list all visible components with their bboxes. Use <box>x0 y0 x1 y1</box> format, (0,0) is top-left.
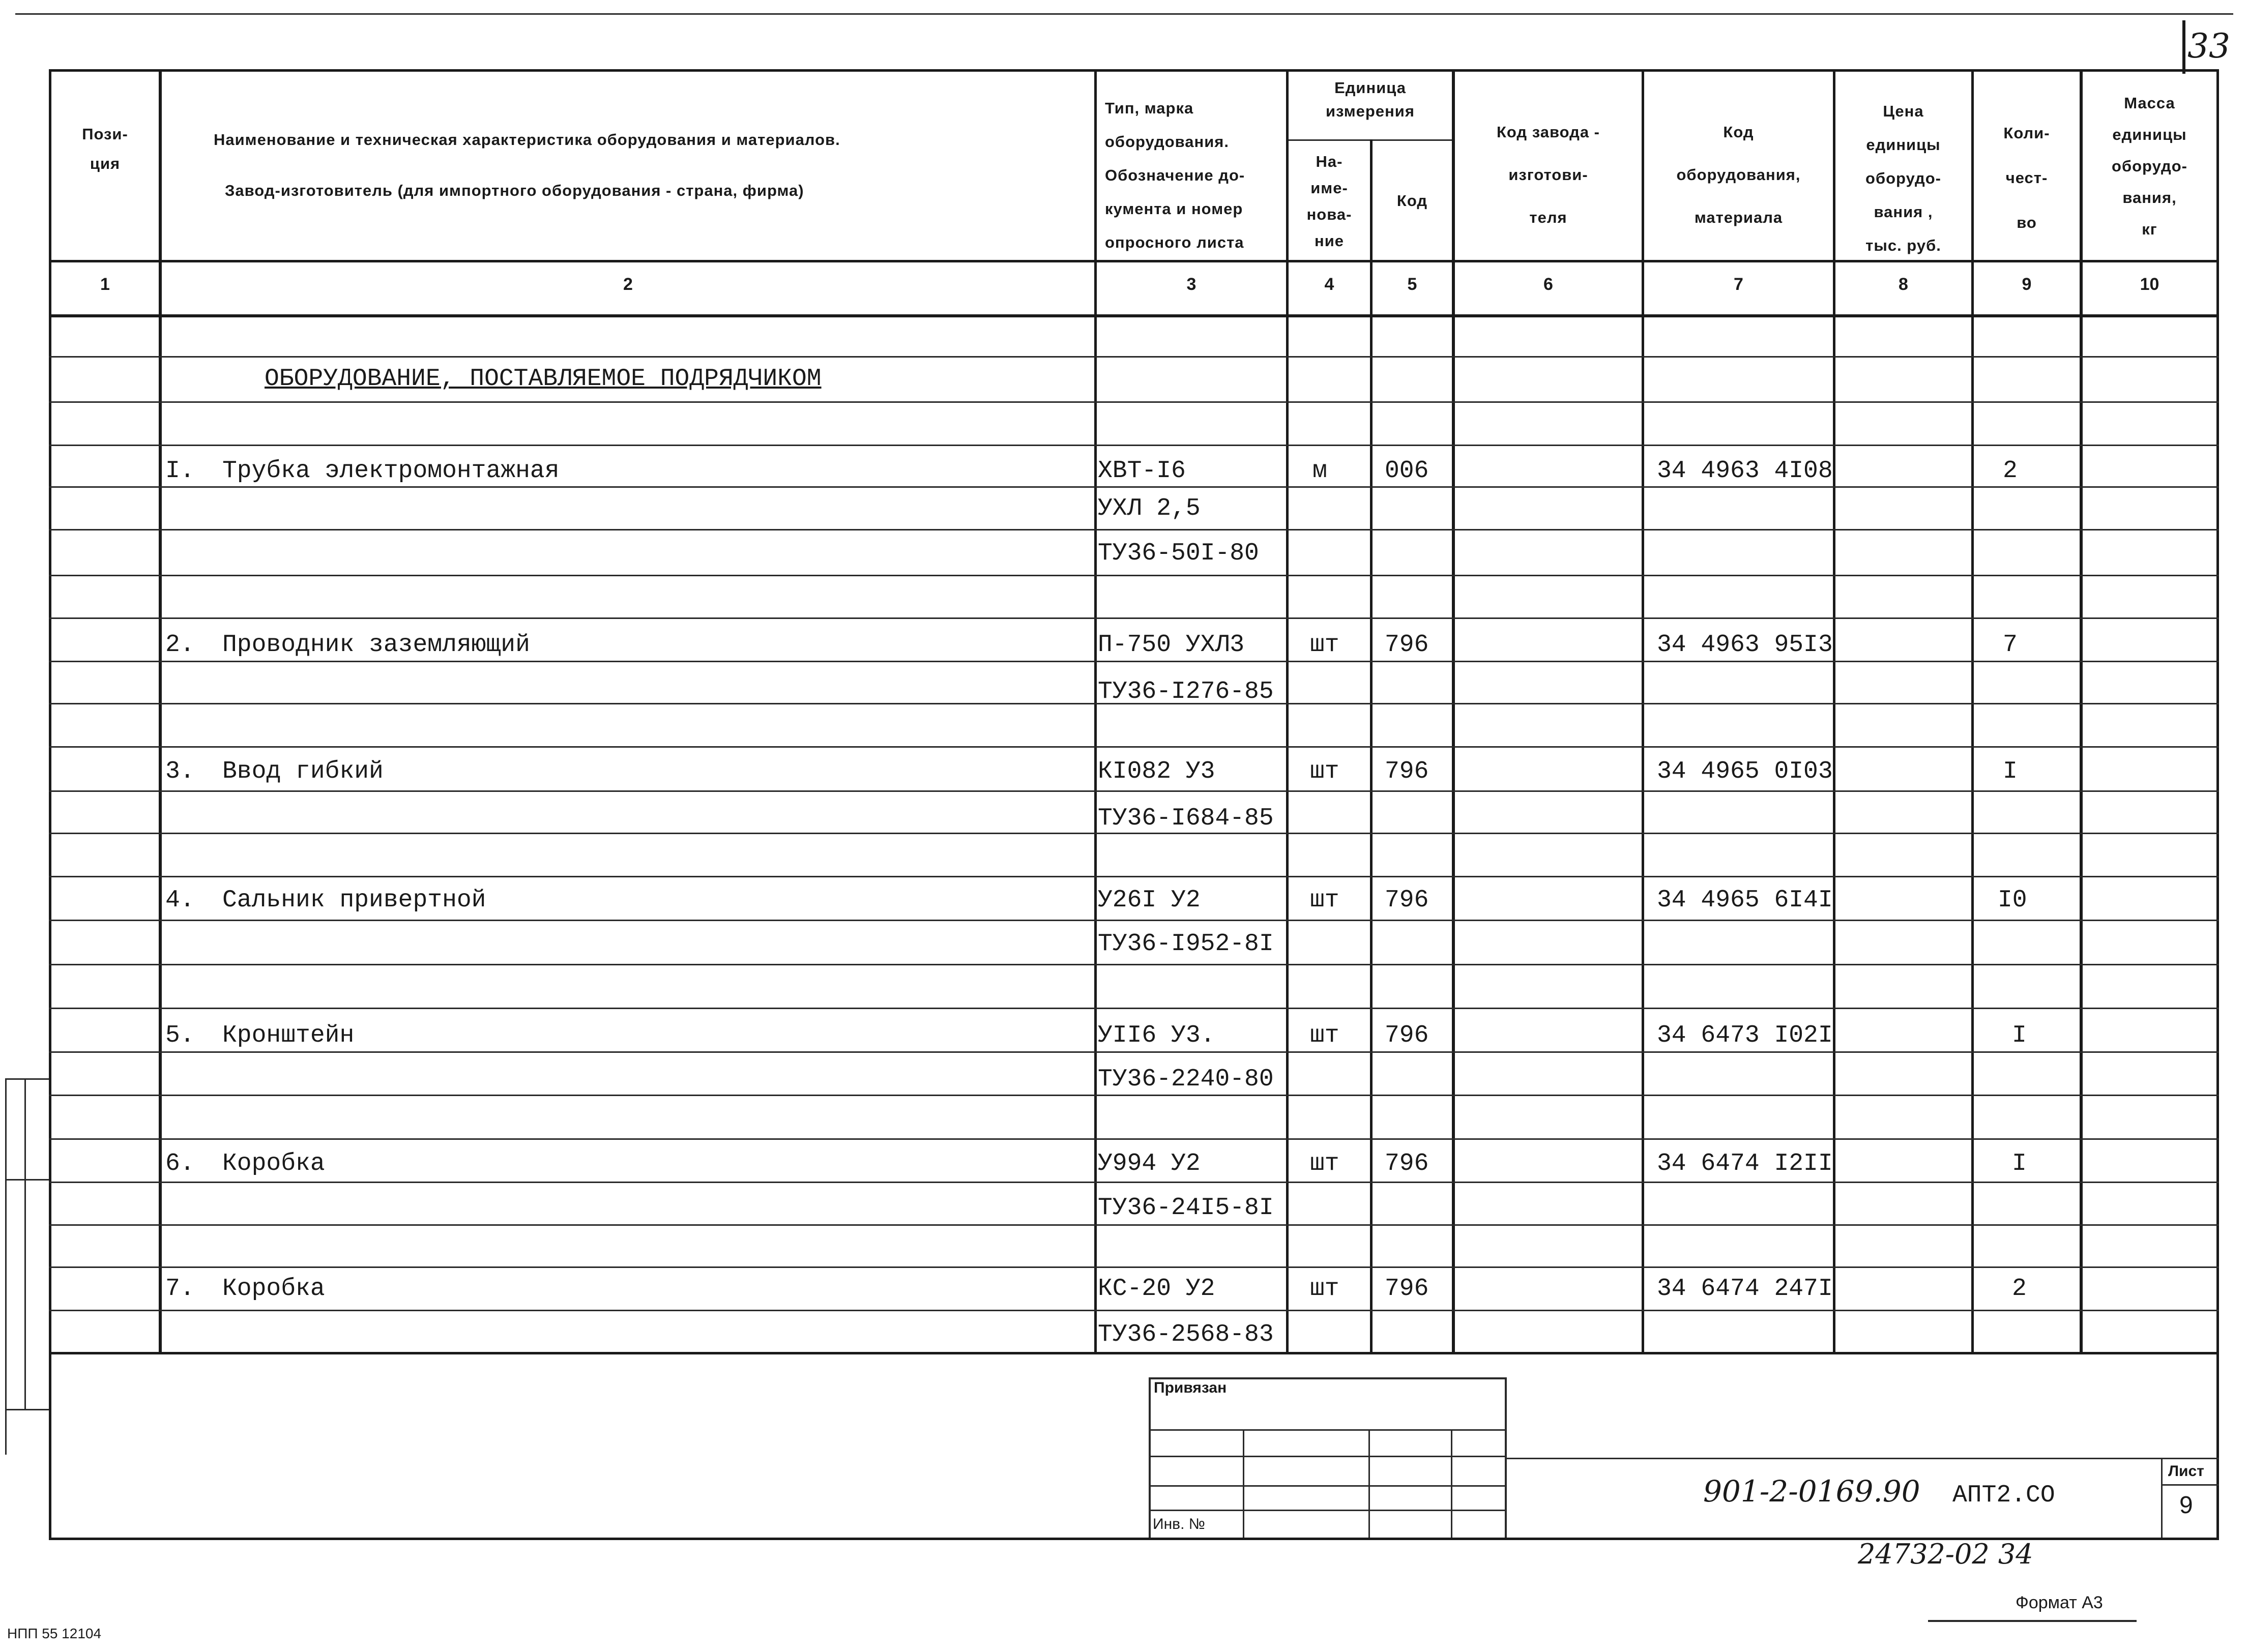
item-equipment-code: 34 4963 95I3 <box>1657 631 1833 659</box>
header-factory-code: Код завода - изготови- теля <box>1496 123 1600 226</box>
item-type: У26I У2 <box>1098 887 1201 914</box>
header-unit-group: Единица измерения <box>1326 79 1415 120</box>
item-unit-code: 796 <box>1385 1150 1429 1177</box>
header-position: Пози- ция <box>82 125 128 172</box>
header-name: Наименование и техническая характеристика оборудования и материалов. Завод-изготовитель (для импортного оборудования - страна, фирма) <box>214 131 840 199</box>
item-document: ТУ36-2240-80 <box>1098 1066 1274 1093</box>
item-unit: шт <box>1310 631 1339 659</box>
stamp-bound-label: Привязан <box>1154 1379 1227 1396</box>
item-unit: шт <box>1310 1150 1339 1177</box>
item-name: Коробка <box>222 1150 325 1177</box>
item-position: 7. <box>165 1275 195 1303</box>
item-document: ТУ36-I276-85 <box>1098 678 1274 705</box>
item-unit: шт <box>1310 1022 1339 1049</box>
item-type: УII6 У3. <box>1098 1022 1215 1049</box>
top-sheet-number: 33 <box>2187 26 2230 66</box>
item-unit: шт <box>1310 758 1339 785</box>
item-document: ТУ36-24I5-8I <box>1098 1194 1274 1222</box>
item-type: ХВТ-I6 <box>1098 457 1186 485</box>
item-document: ТУ36-I684-85 <box>1098 805 1274 832</box>
header-unit-mass: Масса единицы оборудо- вания, кг <box>2112 94 2187 238</box>
column-number: 10 <box>2140 275 2159 294</box>
item-name: Ввод гибкий <box>222 758 384 785</box>
item-quantity: I <box>2003 758 2018 785</box>
column-number: 6 <box>1543 275 1553 294</box>
print-code: НПП 55 12104 <box>7 1626 102 1641</box>
item-name: Кронштейн <box>222 1022 355 1049</box>
format-label: Формат А3 <box>2016 1593 2103 1612</box>
item-position: 6. <box>165 1150 195 1177</box>
item-unit: шт <box>1310 1275 1339 1303</box>
item-type: КI082 У3 <box>1098 758 1215 785</box>
stamp-document-code: АПТ2.СО <box>1952 1482 2055 1509</box>
stamp-sheet-number: 9 <box>2179 1492 2193 1519</box>
item-name: Проводник заземляющий <box>222 631 530 659</box>
column-number: 3 <box>1186 275 1196 294</box>
item-document: ТУ36-I952-8I <box>1098 930 1274 958</box>
stamp-inventory-label: Инв. № <box>1153 1516 1205 1532</box>
item-name: Сальник привертной <box>222 887 486 914</box>
item-document: ТУ36-50I-80 <box>1098 540 1259 567</box>
item-unit: шт <box>1310 887 1339 914</box>
item-unit-code: 006 <box>1385 457 1429 485</box>
item-equipment-code: 34 6473 I02I <box>1657 1022 1833 1049</box>
item-quantity: I <box>2012 1150 2027 1177</box>
item-quantity: I0 <box>1998 887 2027 914</box>
header-quantity: Коли- чест- во <box>2003 124 2050 231</box>
header-unit-code: Код <box>1396 192 1428 210</box>
item-name: Коробка <box>222 1275 325 1303</box>
column-number: 2 <box>623 275 633 294</box>
item-type: У994 У2 <box>1098 1150 1201 1177</box>
item-equipment-code: 34 4965 0I03 <box>1657 758 1833 785</box>
item-position: 5. <box>165 1022 195 1049</box>
item-equipment-code: 34 6474 I2II <box>1657 1150 1833 1177</box>
item-position: 4. <box>165 887 195 914</box>
item-name: Трубка электромонтажная <box>222 457 560 485</box>
item-position: I. <box>165 457 195 485</box>
item-equipment-code: 34 6474 247I <box>1657 1275 1833 1303</box>
column-number: 1 <box>100 275 110 294</box>
column-number: 9 <box>2022 275 2032 294</box>
column-number: 5 <box>1407 275 1417 294</box>
item-unit-code: 796 <box>1385 1022 1429 1049</box>
item-equipment-code: 34 4963 4I08 <box>1657 457 1833 485</box>
item-document: ТУ36-2568-83 <box>1098 1321 1274 1348</box>
item-unit-code: 796 <box>1385 631 1429 659</box>
header-unit-name: На- име- нова- ние <box>1306 153 1352 250</box>
item-unit-code: 796 <box>1385 1275 1429 1303</box>
header-unit-price: Цена единицы оборудо- вания , тыс. руб. <box>1865 102 1941 254</box>
archive-number: 24732-02 34 <box>1858 1538 2033 1570</box>
item-quantity: 2 <box>2012 1275 2027 1303</box>
item-unit-code: 796 <box>1385 887 1429 914</box>
header-equipment-code: Код оборудования, материала <box>1676 123 1801 226</box>
item-quantity: 2 <box>2003 457 2018 485</box>
item-unit: м <box>1312 457 1327 485</box>
item-type: УХЛ 2,5 <box>1098 495 1201 522</box>
item-position: 3. <box>165 758 195 785</box>
stamp-sheet-label: Лист <box>2168 1463 2204 1480</box>
item-position: 2. <box>165 631 195 659</box>
item-type: КС-20 У2 <box>1098 1275 1215 1303</box>
item-quantity: I <box>2012 1022 2027 1049</box>
item-equipment-code: 34 4965 6I4I <box>1657 887 1833 914</box>
item-quantity: 7 <box>2003 631 2018 659</box>
section-title: ОБОРУДОВАНИЕ, ПОСТАВЛЯЕМОЕ ПОДРЯДЧИКОМ <box>265 365 822 393</box>
column-number: 8 <box>1899 275 1908 294</box>
header-type: Тип, марка оборудования. Обозначение до- кумента и номер опросного листа <box>1105 99 1245 251</box>
stamp-designation: 901-2-0169.90 <box>1703 1474 1920 1509</box>
column-number: 7 <box>1734 275 1743 294</box>
item-unit-code: 796 <box>1385 758 1429 785</box>
column-number: 4 <box>1324 275 1334 294</box>
item-type: П-750 УХЛ3 <box>1098 631 1245 659</box>
